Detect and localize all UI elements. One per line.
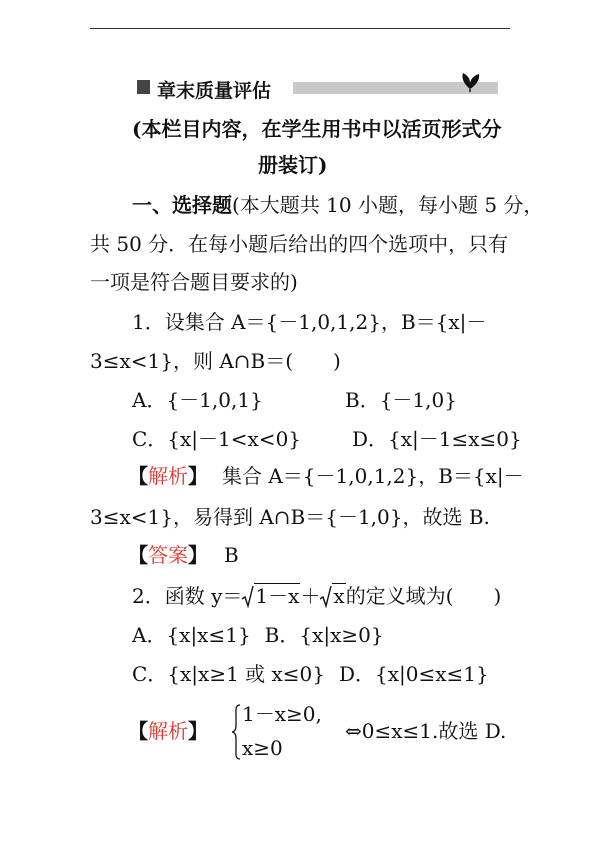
leaf-icon	[457, 69, 483, 93]
q2-option-b: B．{x|x≥0}	[264, 623, 384, 647]
q2-options-line-1	[132, 625, 384, 645]
note-line-2: 册装订)	[258, 153, 328, 177]
part1-instructions-3: 一项是符合题目要求的)	[90, 270, 298, 294]
q1-analysis-text-1: 集合 A＝{－1,0,1,2}，B＝{x|－	[222, 464, 524, 488]
q2-analysis-tag-line	[128, 721, 208, 741]
radical-sign-icon	[242, 586, 254, 608]
q2-options-line-2	[132, 664, 489, 684]
answer-tag: 答案	[148, 543, 188, 567]
q1-analysis-line-1	[128, 466, 524, 486]
section-title: 章末质量评估	[157, 80, 272, 102]
q1-answer-value: B	[224, 543, 239, 567]
q2-option-a: A．{x|x≤1}	[132, 623, 251, 647]
q1-option-d: D．{x|－1≤x≤0}	[352, 427, 522, 451]
q2-conclusion: ⇔0≤x≤1.故选 D.	[345, 719, 507, 743]
part1-line-1	[132, 195, 543, 215]
radical-sign-icon	[320, 586, 332, 608]
note-line-1: (本栏目内容，在学生用书中以活页形式分	[132, 117, 502, 141]
part1-instructions-1: (本大题共 10 小题，每小题 5 分，	[232, 193, 544, 217]
q2-option-c: C．{x|x≥1 或 x≤0}	[132, 662, 326, 686]
top-rule	[90, 28, 510, 29]
banner-square-icon	[137, 80, 150, 94]
plus-sign: ＋	[300, 584, 321, 608]
analysis-tag: 解析	[148, 719, 188, 743]
sqrt-1	[242, 586, 300, 606]
q2-system-line-1: 1－x≥0,	[242, 702, 322, 726]
q2-stem-suffix: 的定义域为( )	[345, 584, 502, 608]
tag-bracket-close: 】	[188, 464, 208, 488]
q1-stem-line-2: 3≤x<1}，则 A∩B＝( )	[90, 349, 341, 373]
tag-bracket-close: 】	[188, 719, 208, 743]
q1-answer-line	[128, 545, 239, 565]
analysis-tag: 解析	[148, 464, 188, 488]
q2-system-line-2: x≥0	[242, 736, 283, 760]
radicand-2: x	[333, 584, 345, 608]
tag-bracket-close: 】	[188, 543, 208, 567]
tag-bracket-open: 【	[128, 543, 148, 567]
part1-heading: 一、选择题	[132, 193, 232, 217]
q1-option-b: B．{－1,0}	[345, 388, 457, 412]
section-banner	[135, 75, 510, 101]
q2-option-d: D．{x|0≤x≤1}	[339, 662, 489, 686]
radicand-1: 1－x	[255, 584, 300, 608]
part1-instructions-2: 共 50 分．在每小题后给出的四个选项中，只有	[90, 232, 509, 256]
q1-analysis-line-2: 3≤x<1}，易得到 A∩B＝{－1,0}，故选 B.	[90, 505, 490, 529]
q1-option-c: C．{x|－1<x<0}	[132, 427, 302, 451]
q2-stem	[132, 586, 501, 606]
sqrt-2	[320, 586, 345, 606]
tag-bracket-open: 【	[128, 719, 148, 743]
q1-stem-line-1: 1．设集合 A＝{－1,0,1,2}，B＝{x|－	[132, 310, 487, 334]
q2-stem-prefix: 2．函数 y＝	[132, 584, 243, 608]
q1-option-a: A．{－1,0,1}	[132, 388, 263, 412]
tag-bracket-open: 【	[128, 464, 148, 488]
left-brace-icon	[231, 704, 241, 760]
